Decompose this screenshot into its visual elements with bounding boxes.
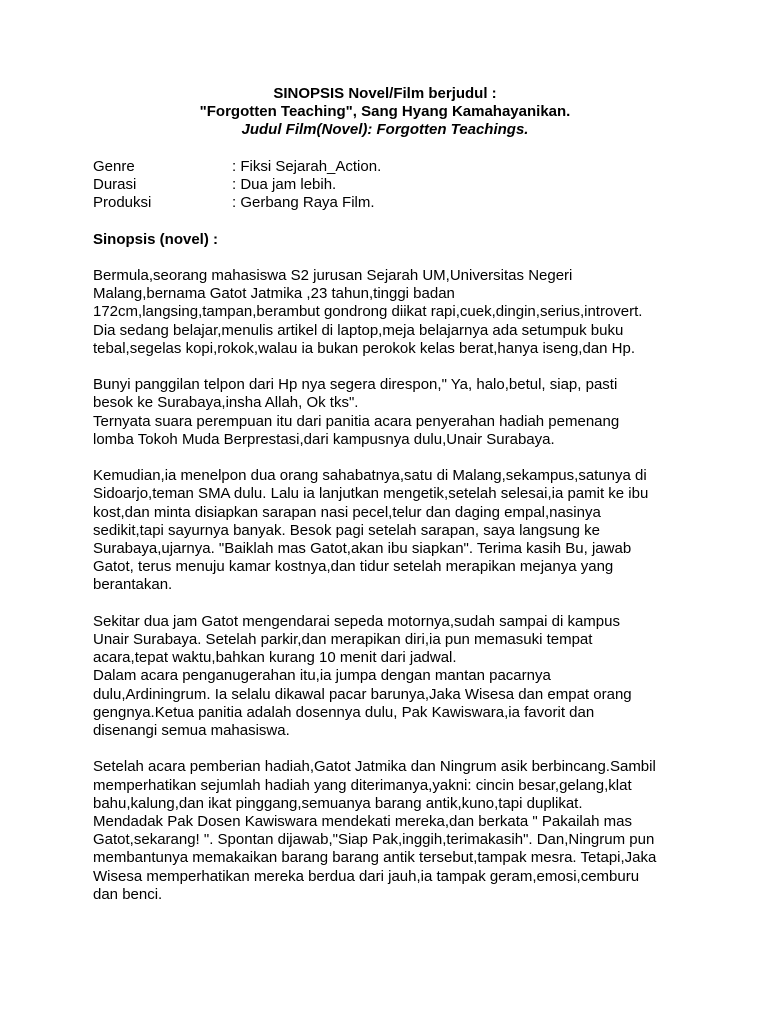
meta-key: Durasi [93,176,137,193]
meta-genre [93,158,693,176]
document-title [93,85,677,140]
paragraph-line: 172cm,langsing,tampan,berambut gondrong diikat rapi,cuek,dingin,serius,introvert. [93,303,643,321]
paragraph-line: acara,tepat waktu,bahkan kurang 10 menit dari jadwal. [93,649,457,667]
paragraph-line: Kemudian,ia menelpon dua orang sahabatnya,satu di Malang,sekampus,satunya di [93,467,647,485]
paragraph-line: Sekitar dua jam Gatot mengendarai sepeda motornya,sudah sampai di kampus [93,612,620,630]
meta-value: : Dua jam lebih. [232,176,337,193]
paragraph-line: kost,dan minta disiapkan sarapan nasi pecel,telur dan daging empal,nasinya [93,503,601,521]
paragraph [93,613,693,740]
paragraph-line: disenangi semua mahasiswa. [93,722,290,740]
paragraph [93,467,693,594]
paragraph-line: bahu,kalung,dan ikat pinggang,semuanya barang antik,kuno,tapi duplikat. [93,794,583,812]
meta-value: : Gerbang Raya Film. [232,194,375,212]
meta-produksi [93,194,693,212]
title-line-1: SINOPSIS Novel/Film berjudul : [273,85,497,102]
paragraph-line: Malang,bernama Gatot Jatmika ,23 tahun,tinggi badan [93,285,455,303]
meta-key: Genre [93,157,135,175]
paragraph-line: besok ke Surabaya,insha Allah, Ok tks". [93,394,359,412]
paragraph [93,758,693,904]
film-meta [93,158,693,213]
meta-key: Produksi [93,194,152,212]
paragraph [93,376,693,449]
paragraph-line: Mendadak Pak Dosen Kawiswara mendekati mereka,dan berkata " Pakailah mas [93,813,632,831]
paragraph-line: berantakan. [93,576,173,594]
paragraph-line: sedikit,tapi sayurnya banyak. Besok pagi setelah sarapan, saya langsung ke [93,521,600,539]
paragraph-line: Unair Surabaya. Setelah parkir,dan merapikan diri,ia pun memasuki tempat [93,631,593,648]
paragraph-line: Dalam acara penganugerahan itu,ia jumpa dengan mantan pacarnya [93,667,551,685]
paragraph-line: dulu,Ardiningrum. Ia selalu dikawal pacar barunya,Jaka Wisesa dan empat orang [93,685,632,703]
paragraph-line: Setelah acara pemberian hadiah,Gatot Jatmika dan Ningrum asik berbincang.Sambil [93,758,656,776]
meta-durasi [93,176,693,194]
paragraph-line: lomba Tokoh Muda Berprestasi,dari kampusnya dulu,Unair Surabaya. [93,430,555,448]
paragraph-line: gengnya.Ketua panitia adalah dosennya dulu, Pak Kawiswara,ia favorit dan [93,703,595,721]
paragraph-line: Surabaya,ujarnya. "Baiklah mas Gatot,akan ibu siapkan". Terima kasih Bu, jawab [93,540,632,557]
meta-value: : Fiksi Sejarah_Action. [232,157,382,175]
title-line-2: "Forgotten Teaching", Sang Hyang Kamahayanikan. [199,103,571,121]
paragraph-line: Bermula,seorang mahasiswa S2 jurusan Sejarah UM,Universitas Negeri [93,266,573,284]
paragraph-line: Ternyata suara perempuan itu dari panitia acara penyerahan hadiah pemenang [93,412,620,430]
paragraph [93,267,693,358]
paragraph-line: membantunya memakaikan barang barang antik tersebut,tampak mesra. Tetapi,Jaka [93,849,657,867]
title-line-3: Judul Film(Novel): Forgotten Teachings. [241,121,529,139]
document-page [93,85,693,904]
paragraph-line: Sidoarjo,teman SMA dulu. Lalu ia lanjutkan mengetik,setelah selesai,ia pamit ke ibu [93,485,649,503]
paragraph-line: memperhatikan sejumlah hadiah yang diterimanya,yakni: cincin besar,gelang,klat [93,776,632,794]
synopsis-heading: Sinopsis (novel) : [93,230,219,248]
paragraph-line: Dia sedang belajar,menulis artikel di laptop,meja belajarnya ada setumpuk buku [93,321,624,339]
paragraph-line: Gatot,sekarang! ". Spontan dijawab,"Siap Pak,inggih,terimakasih". Dan,Ningrum pun [93,831,655,849]
paragraph-line: tebal,segelas kopi,rokok,walau ia bukan perokok kelas berat,hanya iseng,dan Hp. [93,339,636,357]
paragraph-line: dan benci. [93,885,163,903]
paragraph-line: Wisesa memperhatikan mereka berdua dari jauh,ia tampak geram,emosi,cemburu [93,867,640,885]
paragraph-line: Gatot, terus menuju kamar kostnya,dan tidur setelah merapikan mejanya yang [93,558,614,576]
paragraph-line: Bunyi panggilan telpon dari Hp nya segera direspon," Ya, halo,betul, siap, pasti [93,376,618,394]
